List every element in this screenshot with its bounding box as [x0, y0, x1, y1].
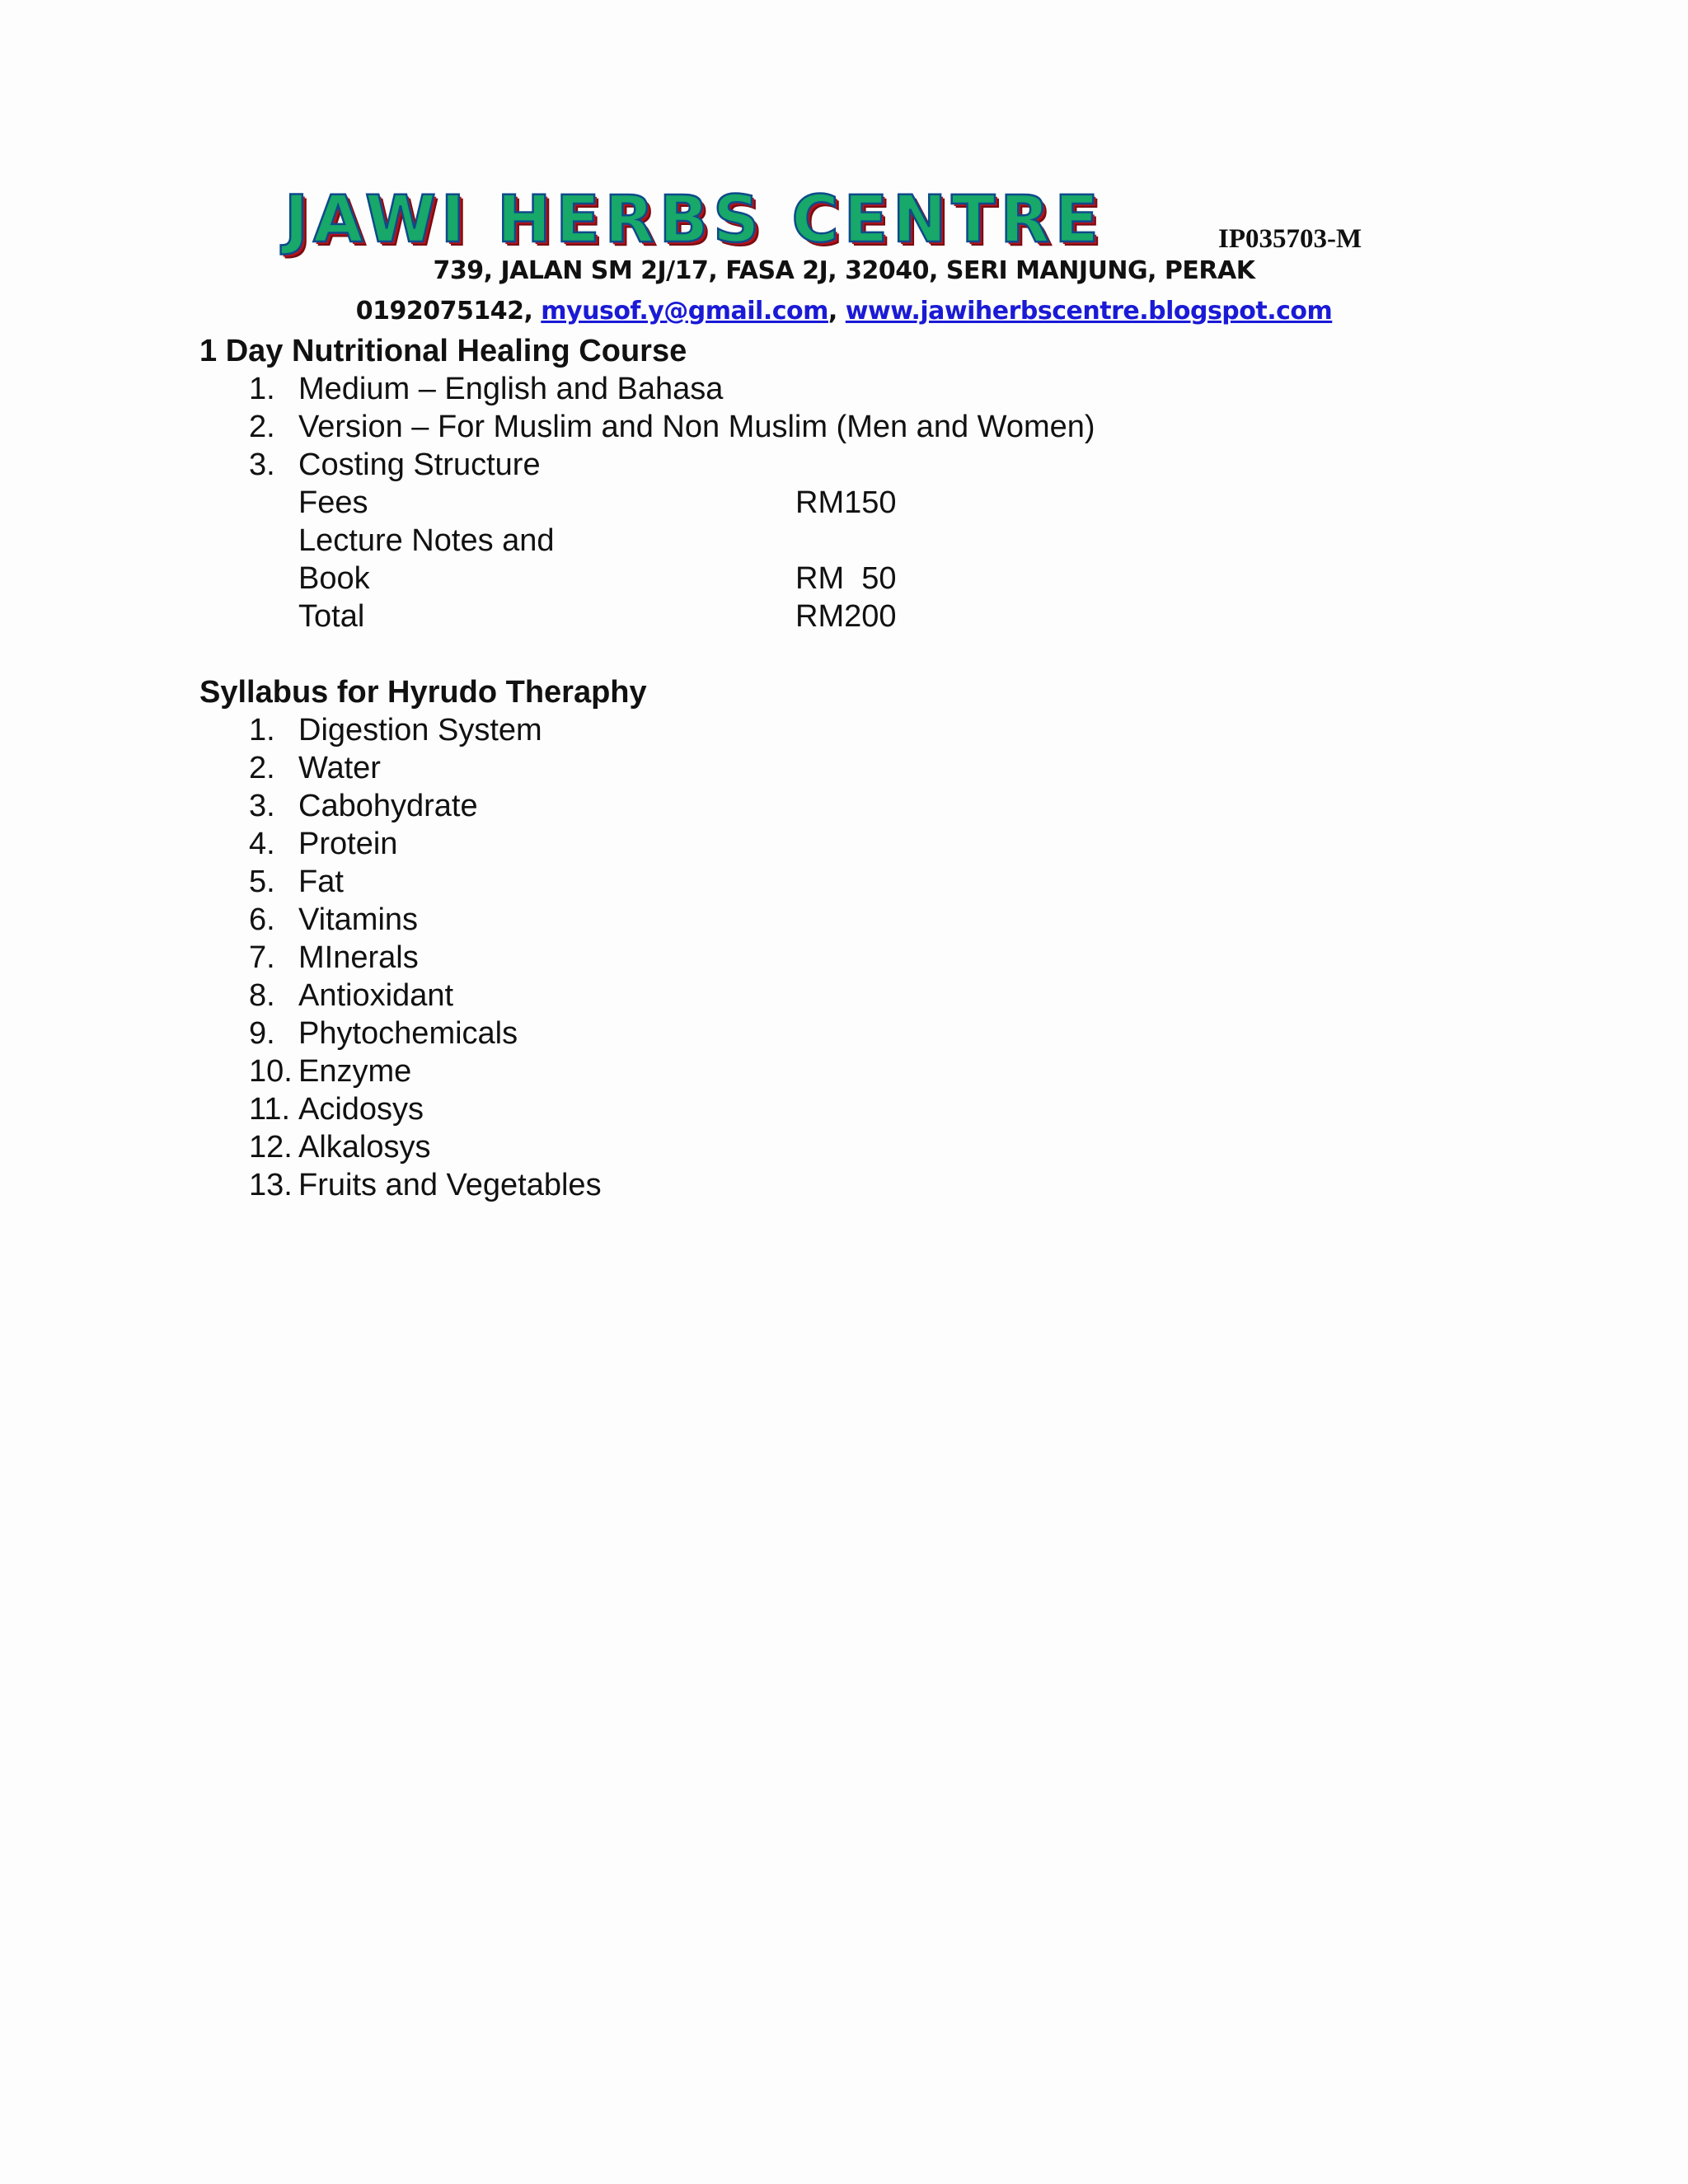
brand-logo [284, 183, 1104, 257]
phone-number: 0192075142, [355, 297, 533, 326]
list-text: Fat [298, 865, 344, 899]
cost-label: Lecture Notes and [298, 523, 555, 558]
cost-row [298, 560, 1518, 598]
contact-line [0, 297, 1688, 326]
list-number: 1. [249, 713, 275, 748]
list-item [199, 446, 1518, 484]
list-number: 11. [249, 1092, 291, 1127]
list-item [199, 711, 1518, 749]
cost-row [298, 484, 1518, 522]
list-text: Antioxidant [298, 978, 454, 1013]
list-item [199, 1090, 1518, 1128]
list-number: 8. [249, 978, 275, 1013]
email-link[interactable]: myusof.y@gmail.com [541, 297, 828, 326]
list-text: Cabohydrate [298, 789, 478, 823]
document-body [199, 332, 1518, 1204]
list-item [199, 1166, 1518, 1204]
list-text: Version – For Muslim and Non Muslim (Men and Women) [298, 410, 1095, 444]
registration-number: IP035703-M [1218, 224, 1362, 254]
course-list [199, 370, 1518, 484]
list-number: 4. [249, 827, 275, 861]
list-number: 6. [249, 902, 275, 937]
section-spacer [199, 635, 1518, 673]
list-item [199, 939, 1518, 977]
list-text: Costing Structure [298, 448, 541, 482]
brand-name: JAWI HERBS CENTRE [284, 183, 1104, 257]
cost-label: Fees [298, 485, 368, 520]
list-item [199, 787, 1518, 825]
list-number: 10. [249, 1054, 293, 1089]
list-text: Alkalosys [298, 1130, 431, 1165]
website-link[interactable]: www.jawiherbscentre.blogspot.com [845, 297, 1333, 326]
list-number: 3. [249, 789, 275, 823]
list-item [199, 749, 1518, 787]
list-text: Phytochemicals [298, 1016, 518, 1051]
syllabus-title: Syllabus for Hyrudo Theraphy [199, 675, 647, 710]
list-number: 2. [249, 410, 275, 444]
list-item [199, 1128, 1518, 1166]
list-text: Enzyme [298, 1054, 412, 1089]
list-item [199, 901, 1518, 939]
list-text: Acidosys [298, 1092, 424, 1127]
list-number: 3. [249, 448, 275, 482]
address: 739, JALAN SM 2J/17, FASA 2J, 32040, SERI MANJUNG, PERAK [433, 256, 1255, 285]
list-item [199, 1015, 1518, 1052]
cost-label: Total [298, 599, 365, 634]
contact-separator: , [828, 297, 837, 326]
list-item [199, 825, 1518, 863]
costing-table [199, 484, 1518, 635]
cost-amount: RM150 [795, 485, 897, 520]
list-item [199, 977, 1518, 1015]
list-item [199, 863, 1518, 901]
list-text: Vitamins [298, 902, 419, 937]
list-text: Protein [298, 827, 398, 861]
list-text: Water [298, 751, 381, 785]
list-item [199, 1052, 1518, 1090]
course-title: 1 Day Nutritional Healing Course [199, 334, 687, 368]
cost-label: Book [298, 561, 370, 596]
list-number: 1. [249, 372, 275, 406]
list-item [199, 370, 1518, 408]
list-number: 5. [249, 865, 275, 899]
syllabus-list [199, 711, 1518, 1204]
cost-amount: RM200 [795, 599, 897, 634]
list-text: Fruits and Vegetables [298, 1168, 602, 1202]
list-text: Digestion System [298, 713, 542, 748]
list-number: 9. [249, 1016, 275, 1051]
list-number: 7. [249, 940, 275, 975]
list-number: 13. [249, 1168, 293, 1202]
list-number: 2. [249, 751, 275, 785]
cost-row [298, 598, 1518, 635]
cost-row [298, 522, 1518, 560]
list-number: 12. [249, 1130, 293, 1165]
list-item [199, 408, 1518, 446]
cost-amount: RM 50 [795, 561, 897, 596]
list-text: MInerals [298, 940, 419, 975]
list-text: Medium – English and Bahasa [298, 372, 724, 406]
